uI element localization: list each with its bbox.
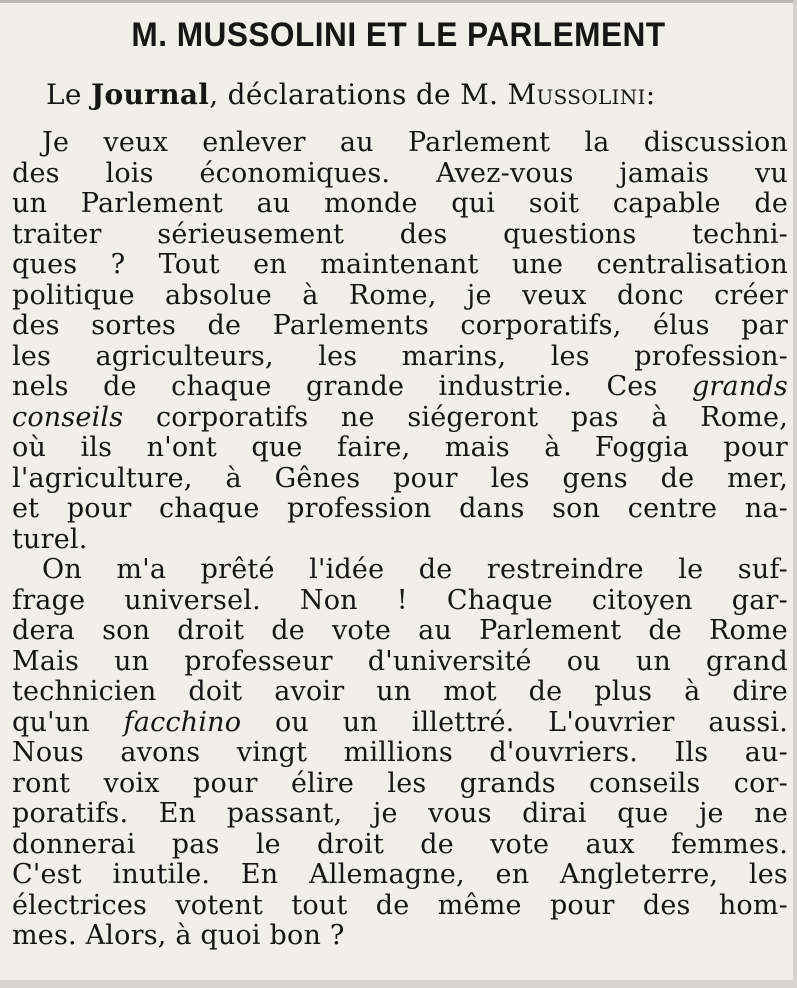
body-line: et pour chaque profession dans son centre na-	[12, 493, 788, 524]
byline	[46, 78, 656, 111]
body-line: technicien doit avoir un mot de plus à dire	[12, 676, 788, 707]
headline: M. MUSSOLINI ET LE PARLEMENT	[131, 16, 666, 54]
body-line: Mais un professeur d'université ou un grand	[12, 645, 788, 677]
byline-name: Mussolini	[507, 78, 646, 111]
body-line: mes. Alors, à quoi bon ?	[12, 920, 345, 951]
clipping-bottom-edge	[0, 980, 797, 988]
body-line: nels de chaque grande industrie. Ces grands	[12, 371, 788, 402]
byline-source: Journal	[90, 78, 210, 111]
byline-middle: , déclarations de M.	[209, 78, 508, 111]
body-line: Nous avons vingt millions d'ouvriers. Ils au-	[12, 737, 788, 768]
body-line: ront voix pour élire les grands conseils cor-	[12, 767, 788, 799]
body-line: conseils corporatifs ne siégeront pas à Rome,	[12, 401, 788, 433]
body-line: un Parlement au monde qui soit capable de	[12, 188, 788, 219]
body-line: traiter sérieusement des questions techni-	[12, 218, 788, 250]
body-line: turel.	[12, 523, 88, 555]
body-line: l'agriculture, à Gênes pour les gens de mer,	[12, 462, 788, 494]
body-line: électrices votent tout de même pour des hom-	[12, 889, 788, 921]
body-line: On m'a prêté l'idée de restreindre le suf-	[42, 554, 788, 585]
body-line: donnerai pas le droit de vote aux femmes.	[12, 828, 788, 860]
byline-prefix: Le	[46, 78, 91, 111]
body-line: des sortes de Parlements corporatifs, élus par	[12, 310, 788, 341]
body-line: frage universel. Non ! Chaque citoyen gar-	[12, 584, 788, 616]
body-line: politique absolue à Rome, je veux donc créer	[12, 279, 788, 311]
body-line: dera son droit de vote au Parlement de Rome	[12, 615, 788, 646]
byline-suffix: :	[645, 78, 656, 111]
body-line: où ils n'ont que faire, mais à Foggia pour	[12, 432, 788, 463]
body-line: des lois économiques. Avez-vous jamais vu	[12, 157, 788, 189]
body-line: ques ? Tout en maintenant une centralisation	[12, 249, 788, 280]
body-line: C'est inutile. En Allemagne, en Angleterre, les	[12, 859, 788, 890]
article-body	[12, 128, 788, 952]
body-line: poratifs. En passant, je vous dirai que je ne	[12, 798, 788, 829]
clipping-edge	[793, 0, 797, 988]
body-line: les agriculteurs, les marins, les profession-	[12, 340, 788, 372]
body-line: qu'un facchino ou un illettré. L'ouvrier aussi.	[12, 706, 789, 738]
top-rule	[0, 0, 797, 3]
body-line: Je veux enlever au Parlement la discussion	[42, 127, 788, 158]
